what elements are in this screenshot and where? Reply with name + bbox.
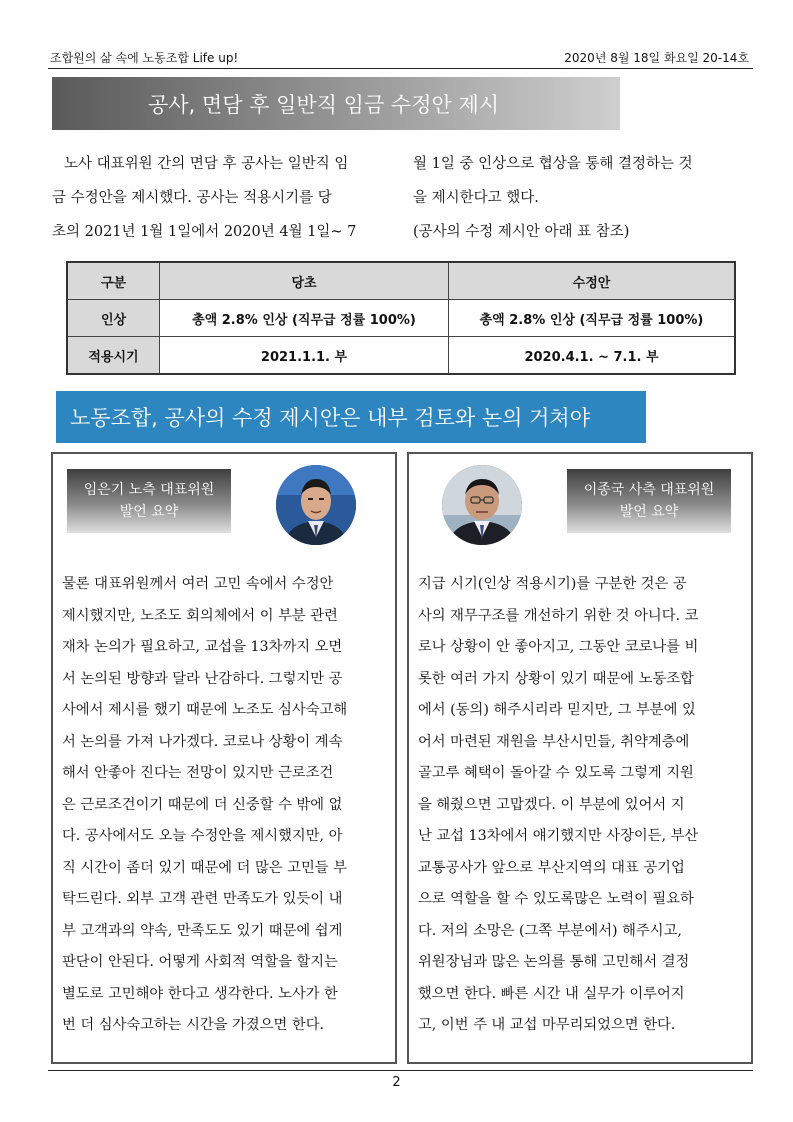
wage-proposal-table [66,261,736,375]
text-line: 노사 대표위원 간의 면담 후 공사는 일반직 임 [64,156,349,172]
text-line: 을 해줬으면 고맙겠다. 이 부분에 있어서 지 [418,796,685,813]
text-line: 번 더 심사숙고하는 시간을 가졌으면 한다. [62,1017,325,1033]
text-line: 물론 대표위원께서 여러 고민 속에서 수정안 [62,576,334,592]
person-portrait-icon [442,465,522,545]
union-speaker-photo [276,465,356,545]
table-cell: 총액 2.8% 인상 (직무급 정률 100%) [160,300,449,337]
text-line: 로나 상황이 안 좋아지고, 그동안 코로나를 비 [418,639,699,655]
text-line: 고, 이번 주 내 교섭 마무리되었으면 한다. [418,1017,676,1033]
page-number: 2 [392,1075,401,1090]
text-line: 판단이 안된다. 어떻게 사회적 역할을 할지는 [62,954,338,970]
table-header-row [67,262,735,300]
company-statement-box [407,452,753,1064]
text-line: 직 시간이 좀더 있기 때문에 더 많은 고민들 부 [62,859,347,876]
text-line: 교통공사가 앞으로 부산지역의 대표 공기업 [418,859,685,876]
text-line: 했으면 한다. 빠른 시간 내 실무가 이루어지 [418,985,685,1002]
section2-title-banner [56,391,646,443]
text-line: 서 논의된 방향과 달라 난감하다. 그렇지만 공 [62,670,343,687]
text-line: 다. 공사에서도 오늘 수정안을 제시했지만, 아 [62,828,343,844]
union-badge-caption: 발언 요약 [119,504,179,520]
row-label: 적용시기 [67,337,160,375]
header-cell: 수정안 [449,262,736,300]
text-line: 해서 안좋아 진다는 전망이 있지만 근로조건 [62,765,334,781]
text-line: 제시했지만, 노조도 회의체에서 이 부분 관련 [62,607,338,624]
section1-title-banner [52,77,620,130]
section1-text-right [413,147,750,249]
company-speaker-badge [567,469,731,533]
header-cell: 구분 [67,262,160,300]
text-line: 골고루 혜택이 돌아갈 수 있도록 그렇게 지원 [418,765,694,781]
table-row [67,300,735,337]
text-line: 사의 재무구조를 개선하기 위한 것 아니다. 코 [418,607,699,624]
text-line: 어서 마련된 재원을 부산시민들, 취약계층에 [418,733,690,750]
text-line: (공사의 수정 제시안 아래 표 참조) [413,224,630,240]
text-line: 서 논의를 가져 나가겠다. 코로나 상황이 계속 [62,733,343,750]
text-line: 부 고객과의 약속, 만족도도 있기 때문에 쉽게 [62,922,343,939]
company-badge-caption: 발언 요약 [619,504,679,520]
text-line: 금 수정안을 제시했다. 공사는 적용시기를 당 [52,190,332,206]
text-line: 다. 저의 소망은 (그쪽 부분에서) 해주시고, [418,922,682,939]
header-cell: 당초 [160,262,449,300]
person-portrait-icon [276,465,356,545]
section1-title: 공사, 면담 후 일반직 임금 수정안 제시 [148,92,500,117]
union-speaker-badge [67,469,231,533]
union-statement-box [51,452,397,1064]
text-line: 월 1일 중 인상으로 협상을 통해 결정하는 것 [413,156,693,172]
table-cell: 총액 2.8% 인상 (직무급 정률 100%) [449,300,736,337]
text-line: 난 교섭 13차에서 얘기했지만 사장이든, 부산 [418,828,699,844]
text-line: 초의 2021년 1월 1일에서 2020년 4월 1일~ 7 [52,224,357,240]
footer-divider [48,1070,753,1071]
text-line: 을 제시한다고 했다. [413,190,539,206]
company-statement-text [418,569,742,1042]
company-speaker-photo [442,465,522,545]
text-line: 으로 역할을 할 수 있도록많은 노력이 필요하 [418,891,694,907]
text-line: 사에서 제시를 했기 때문에 노조도 심사숙고해 [62,702,348,718]
table-cell: 2021.1.1. 부 [160,337,449,375]
text-line: 에서 (동의) 해주시리라 믿지만, 그 부분에 있 [418,702,696,718]
section1-text-left [52,147,395,249]
text-line: 별도로 고민해야 한다고 생각한다. 노사가 한 [62,985,338,1002]
row-label: 인상 [67,300,160,337]
header-divider [48,68,753,69]
newsletter-slogan: 조합원의 삶 속에 노동조합 Life up! [50,51,239,65]
text-line: 지급 시기(인상 적용시기)를 구분한 것은 공 [418,576,687,592]
text-line: 은 근로조건이기 때문에 더 신중할 수 밖에 없 [62,796,343,813]
section2-title: 노동조합, 공사의 수정 제시안은 내부 검토와 논의 거쳐야 [70,406,590,430]
issue-date: 2020년 8월 18일 화요일 20-14호 [564,51,749,65]
company-speaker-name: 이종국 사측 대표위원 [583,482,715,498]
union-statement-text [62,569,386,1042]
union-speaker-name: 임은기 노측 대표위원 [83,482,215,498]
text-line: 재차 논의가 필요하고, 교섭을 13차까지 오면 [62,639,343,655]
text-line: 위원장님과 많은 논의를 통해 고민해서 결정 [418,954,690,970]
text-line: 롯한 여러 가지 상황이 있기 때문에 노동조합 [418,670,694,687]
text-line: 탁드린다. 외부 고객 관련 만족도가 있듯이 내 [62,891,343,907]
table-cell: 2020.4.1. ~ 7.1. 부 [449,337,736,375]
table-row [67,337,735,375]
